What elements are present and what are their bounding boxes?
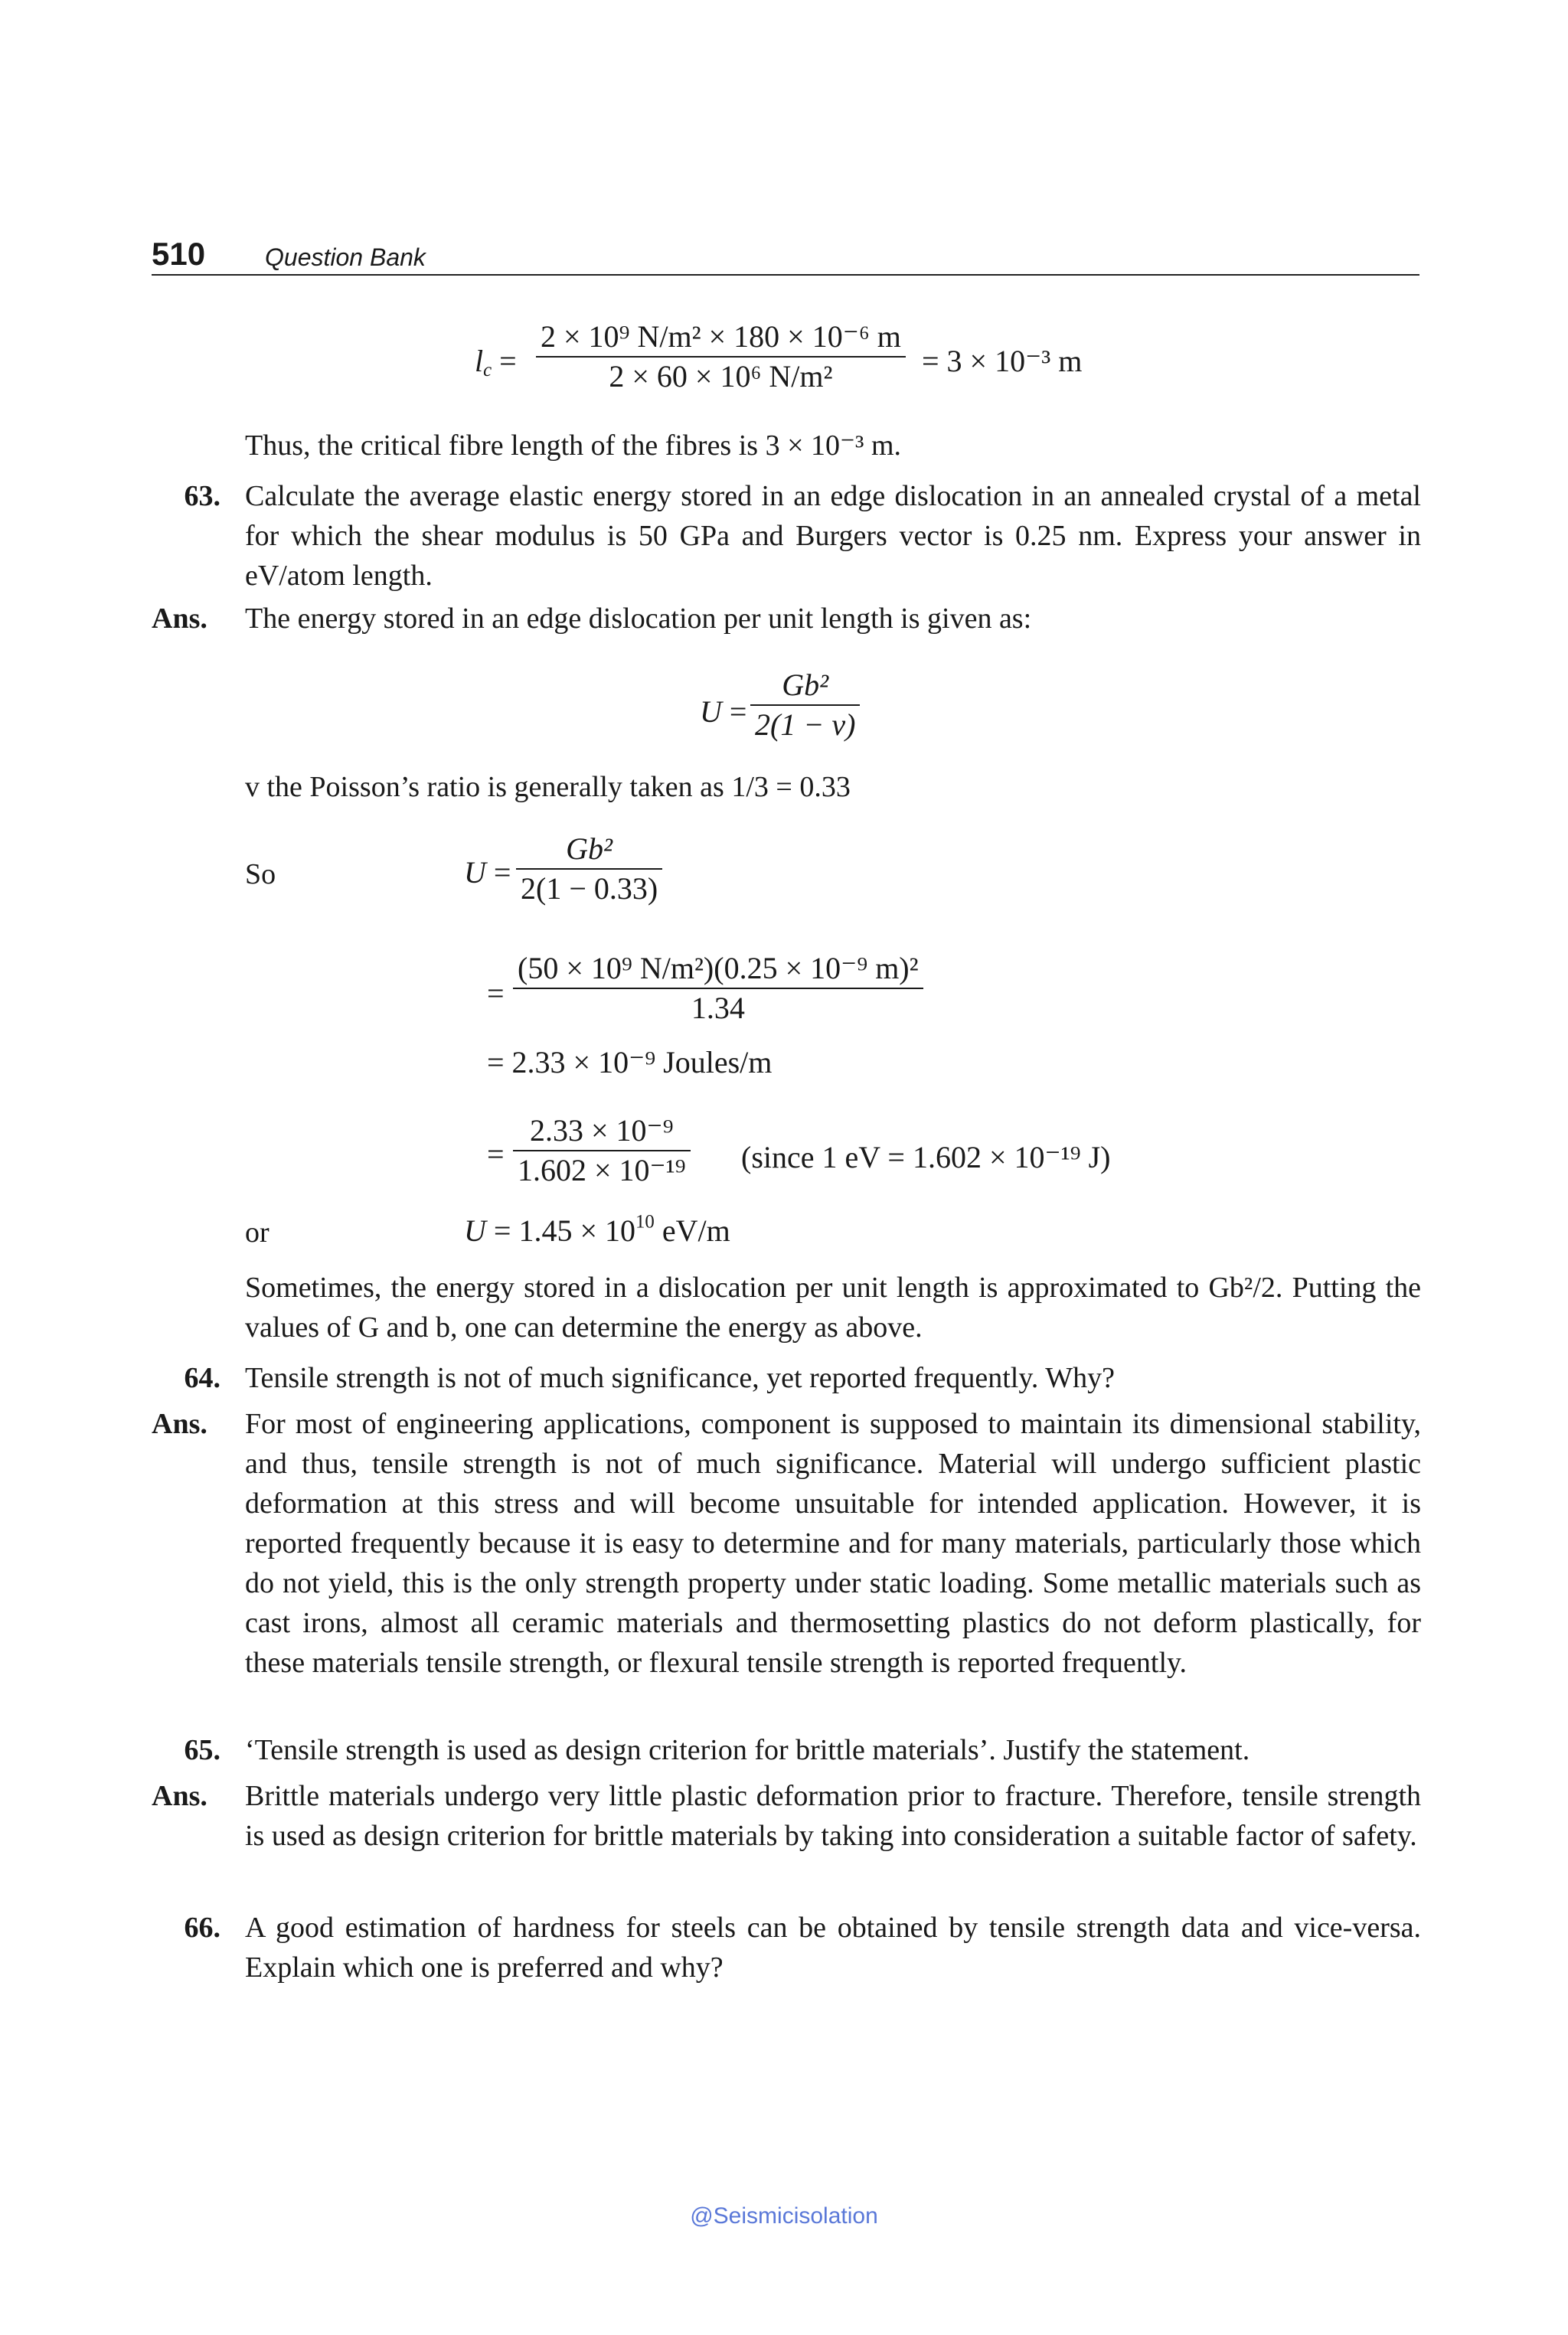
critical-length-result: = 3 × 10⁻³ m	[922, 344, 1083, 378]
final-energy: $U = 1.45 \times 10^{10}$ eV/m	[464, 1211, 730, 1248]
page-number: 510	[152, 236, 206, 272]
fraction-denominator: 2(1 − v)	[750, 704, 860, 744]
fraction-denominator: 2 × 60 × 10⁶ N/m²	[536, 356, 906, 396]
conversion-note: (since 1 eV = 1.602 × 10⁻¹⁹ J)	[741, 1140, 1111, 1174]
fraction-numerator: (50 × 10⁹ N/m²)(0.25 × 10⁻⁹ m)²	[518, 951, 919, 985]
fraction-denominator: 1.602 × 10⁻¹⁹	[513, 1150, 691, 1190]
question-number: 65.	[184, 1734, 220, 1766]
question-number: 66.	[184, 1912, 220, 1944]
watermark: @Seismicisolation	[690, 2203, 878, 2229]
question-text: Calculate the average elastic energy stored in an edge dislocation in an annealed crystal of a metal for which the shear modulus is 50 GPa and Burgers vector is 0.25 nm. Express your answer in eV/atom length.	[245, 480, 1421, 592]
answer-text: For most of engineering applications, component is supposed to maintain its dimensional stability, and thus, tensile strength is not of much significance. Material will undergo sufficient plastic deformation at this stress and will become unsuitable for intended application. However, it is reported frequently because it is easy to determine and for many materials, particularly those which do not yield, this is the only strength property under static loading. Some metallic materials such as cast irons, almost all ceramic materials and thermosetting plastics do not deform plastically, for these materials tensile strength, or flexural tensile strength is reported frequently.	[245, 1408, 1421, 1679]
critical-length-fraction	[536, 318, 906, 396]
fraction-denominator: 1.34	[513, 988, 923, 1027]
energy-ev-fraction	[513, 1112, 691, 1190]
fraction-numerator: 2.33 × 10⁻⁹	[529, 1113, 674, 1148]
fraction-denominator: 2(1 − 0.33)	[516, 868, 662, 908]
answer-text: Brittle materials undergo very little plastic deformation prior to fracture. Therefore, tensile strength is used as design criterion for brittle materials by taking into consideration a suitable factor of safety.	[245, 1780, 1421, 1852]
question-text: A good estimation of hardness for steels can be obtained by tensile strength data and vice-versa. Explain which one is preferred and why?	[245, 1912, 1421, 1984]
fraction-numerator: Gb²	[782, 668, 829, 702]
energy-values-fraction	[513, 949, 923, 1027]
energy-substituted-lhs: U =	[464, 855, 511, 890]
equals-sign: =	[487, 1137, 505, 1171]
answer-label: Ans.	[152, 603, 207, 635]
question-number: 63.	[184, 480, 220, 512]
result-sentence: Thus, the critical fibre length of the fibres is 3 × 10⁻³ m.	[245, 429, 902, 462]
answer-intro: The energy stored in an edge dislocation per unit length is given as:	[245, 603, 1032, 635]
running-head: Question Bank	[265, 243, 426, 271]
energy-formula-lhs: U =	[700, 694, 747, 729]
fraction-numerator: 2 × 10⁹ N/m² × 180 × 10⁻⁶ m	[541, 319, 901, 354]
poisson-note: v the Poisson’s ratio is generally taken as 1/3 = 0.33	[245, 771, 851, 803]
answer-label: Ans.	[152, 1780, 207, 1812]
energy-joules: = 2.33 × 10⁻⁹ Joules/m	[487, 1045, 773, 1079]
critical-length-lhs: $l_c$ =	[475, 344, 517, 381]
equals-sign: =	[487, 976, 505, 1011]
or-label: or	[245, 1216, 270, 1249]
question-text: Tensile strength is not of much significance, yet reported frequently. Why?	[245, 1362, 1115, 1394]
energy-substituted-fraction	[516, 830, 662, 908]
page-header	[152, 234, 1419, 276]
question-text: ‘Tensile strength is used as design criterion for brittle materials’. Justify the statement.	[245, 1734, 1250, 1766]
question-number: 64.	[184, 1362, 220, 1394]
answer-label: Ans.	[152, 1408, 207, 1440]
so-label: So	[245, 858, 276, 890]
approximation-note: Sometimes, the energy stored in a dislocation per unit length is approximated to Gb²/2. Putting the values of G and b, one can determine the energy as above.	[245, 1272, 1421, 1344]
energy-formula-fraction	[750, 666, 860, 744]
fraction-numerator: Gb²	[566, 831, 613, 866]
